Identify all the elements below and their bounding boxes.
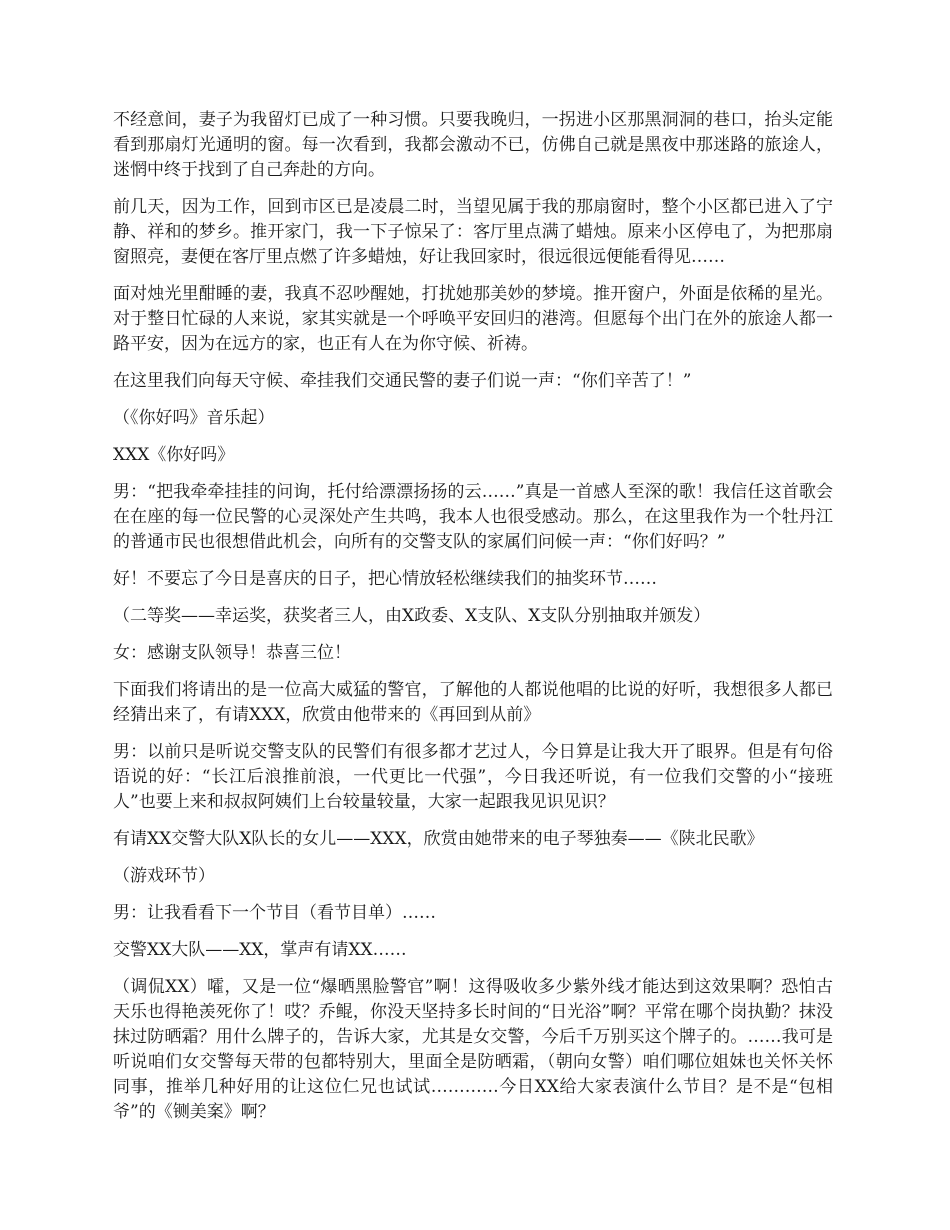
paragraph: （调侃XX）嚯，又是一位“爆晒黑脸警官”啊！这得吸收多少紫外线才能达到这效果啊？恐怕古天乐也得艳羡死你了！哎？乔鲲，你没天坚持多长时间的“日光浴”啊？平常在哪个岗执勤？抹没抹过防晒霜？用什么牌子的，告诉大家，尤其是女交警，今后千万别买这个牌子的。……我可是听说咱们女交警每天带的包都特别大，里面全是防晒霜，（朝向女警）咱们哪位姐妹也关怀关怀同事，推举几种好用的让这位仁兄也试试…………今日XX给大家表演什么节目？是不是“包相爷”的《铡美案》啊？ — [113, 977, 833, 1122]
stage-direction: （二等奖——幸运奖，获奖者三人，由X政委、X支队、X支队分别抽取并颁发） — [113, 606, 711, 626]
paragraph: 前几天，因为工作，回到市区已是凌晨二时，当望见属于我的那扇窗时，整个小区都已进入了宁静、祥和的梦乡。推开家门，我一下子惊呆了：客厅里点满了蜡烛。原来小区停电了，为把那扇窗照亮，妻便在客厅里点燃了许多蜡烛，好让我回家时，很远很远便能看得见…… — [113, 197, 833, 267]
paragraph: 男：以前只是听说交警支队的民警们有很多都才艺过人，今日算是让我大开了眼界。但是有句俗语说的好：“长江后浪推前浪，一代更比一代强”，今日我还听说，有一位我们交警的小“接班人”也要上来和叔叔阿姨们上台较量较量，大家一起跟我见识见识？ — [113, 742, 833, 812]
stage-direction: （《你好吗》音乐起） — [113, 408, 275, 428]
paragraph: 不经意间，妻子为我留灯已成了一种习惯。只要我晚归，一拐进小区那黑洞洞的巷口，抬头定能看到那扇灯光通明的窗。每一次看到，我都会激动不已，仿佛自己就是黑夜中那迷路的旅途人，迷惘中终于找到了自己奔赴的方向。 — [113, 110, 833, 180]
stage-direction: （游戏环节） — [113, 866, 215, 886]
paragraph: 男：让我看看下一个节目（看节目单）…… — [113, 903, 436, 923]
paragraph: 面对烛光里酣睡的妻，我真不忍吵醒她，打扰她那美妙的梦境。推开窗户，外面是依稀的星光。对于整日忙碌的人来说，家其实就是一个呼唤平安回归的港湾。但愿每个出门在外的旅途人都一路平安，因为在远方的家，也正有人在为你守候、祈祷。 — [113, 284, 833, 354]
document-body — [113, 108, 833, 1137]
paragraph: 下面我们将请出的是一位高大威猛的警官，了解他的人都说他唱的比说的好听，我想很多人都已经猜出来了，有请XXX，欣赏由他带来的《再回到从前》 — [113, 680, 833, 725]
paragraph: 女：感谢支队领导！恭喜三位！ — [113, 643, 351, 663]
paragraph: 在这里我们向每天守候、牵挂我们交通民警的妻子们说一声：“你们辛苦了！” — [113, 371, 692, 391]
paragraph: 好！不要忘了今日是喜庆的日子，把心情放轻松继续我们的抽奖环节…… — [113, 569, 657, 589]
paragraph: 有请XX交警大队X队长的女儿——XXX，欣赏由她带来的电子琴独奏——《陕北民歌》 — [113, 829, 764, 849]
paragraph: 男：“把我牵牵挂挂的问询，托付给漂漂扬扬的云……”真是一首感人至深的歌！我信任这首歌会在在座的每一位民警的心灵深处产生共鸣，我本人也很受感动。那么，在这里我作为一个牡丹江的普通市民也很想借此机会，向所有的交警支队的家属们问候一声：“你们好吗？” — [113, 482, 833, 552]
paragraph: 交警XX大队——XX，掌声有请XX…… — [113, 940, 407, 960]
program-title: XXX《你好吗》 — [113, 445, 235, 465]
